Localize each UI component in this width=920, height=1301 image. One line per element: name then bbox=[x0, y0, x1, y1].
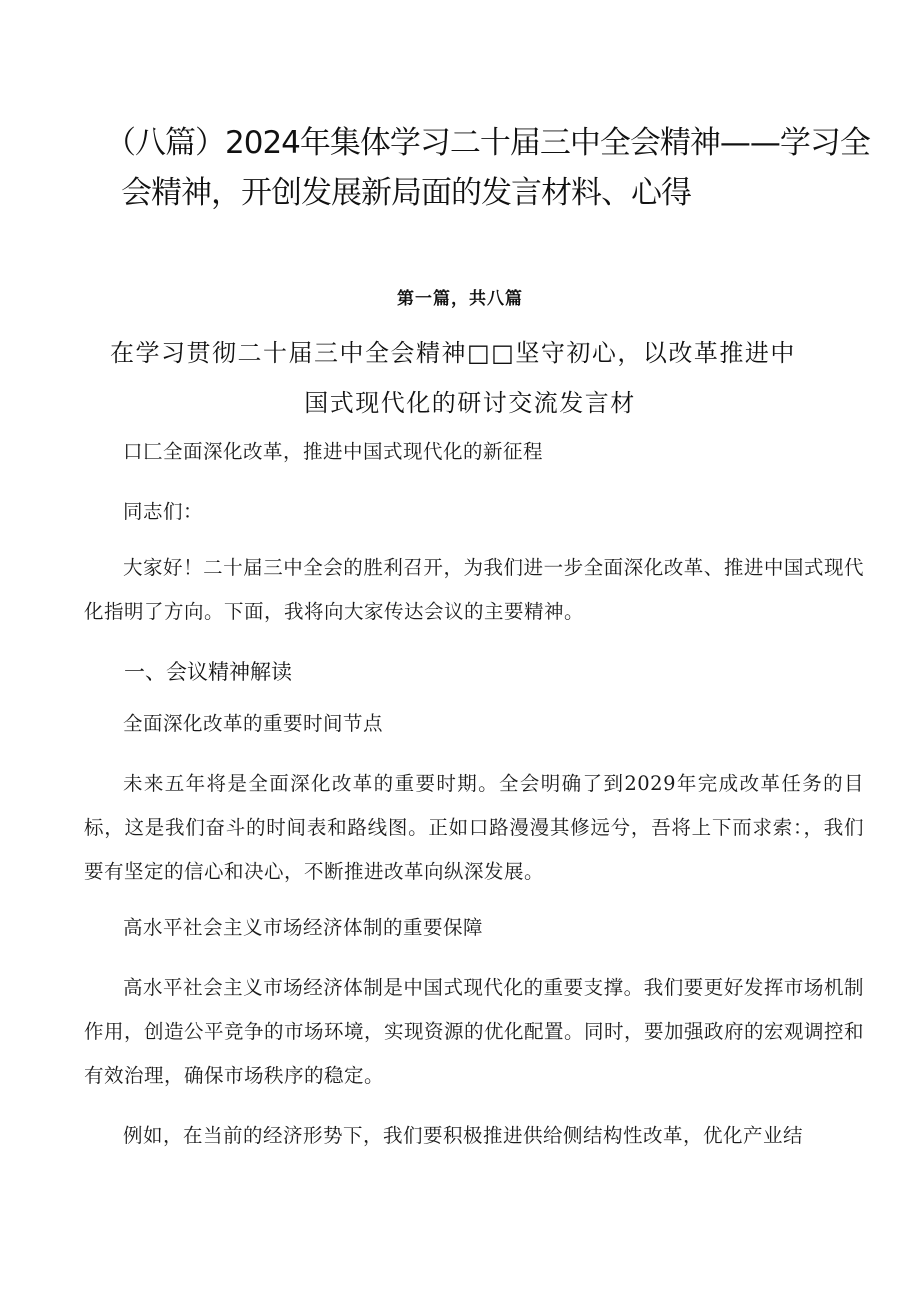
section-title-line-1: 在学习贯彻二十届三中全会精神□□坚守初心，以改革推进中 bbox=[110, 339, 796, 367]
section-title bbox=[110, 328, 830, 428]
part-label: 第一篇，共八篇 bbox=[397, 289, 523, 309]
document-title-line-2: 会精神，开创发展新局面的发言材料、心得 bbox=[121, 175, 691, 211]
subheading-2: 高水平社会主义市场经济体制的重要保障 bbox=[123, 916, 484, 939]
subheading-1: 全面深化改革的重要时间节点 bbox=[123, 712, 384, 735]
subtitle: 口匚全面深化改革，推进中国式现代化的新征程 bbox=[123, 440, 544, 463]
greeting: 同志们： bbox=[123, 500, 204, 523]
intro-paragraph: 大家好！二十届三中全会的胜利召开，为我们进一步全面深化改革、推进中国式现代化指明了方向。下面，我将向大家传达会议的主要精神。 bbox=[84, 556, 864, 623]
section-heading-1: 一、会议精神解读 bbox=[124, 660, 292, 684]
document-title-line-1: （八篇）2024年集体学习二十届三中全会精神——学习全 bbox=[105, 125, 870, 161]
paragraph-2: 高水平社会主义市场经济体制是中国式现代化的重要支撑。我们要更好发挥市场机制作用，创造公平竞争的市场环境，实现资源的优化配置。同时，要加强政府的宏观调控和有效治理，确保市场秩序的稳定。 bbox=[84, 976, 865, 1087]
paragraph-3: 例如，在当前的经济形势下，我们要积极推进供给侧结构性改革，优化产业结 bbox=[123, 1124, 804, 1147]
section-title-line-2: 国式现代化的研讨交流发言材 bbox=[304, 389, 636, 417]
paragraph-1: 未来五年将是全面深化改革的重要时期。全会明确了到2029年完成改革任务的目标，这是我们奋斗的时间表和路线图。正如口路漫漫其修远兮，吾将上下而求索：，我们要有坚定的信心和决心，不断推进改革向纵深发展。 bbox=[84, 772, 864, 883]
document-title bbox=[105, 118, 875, 218]
